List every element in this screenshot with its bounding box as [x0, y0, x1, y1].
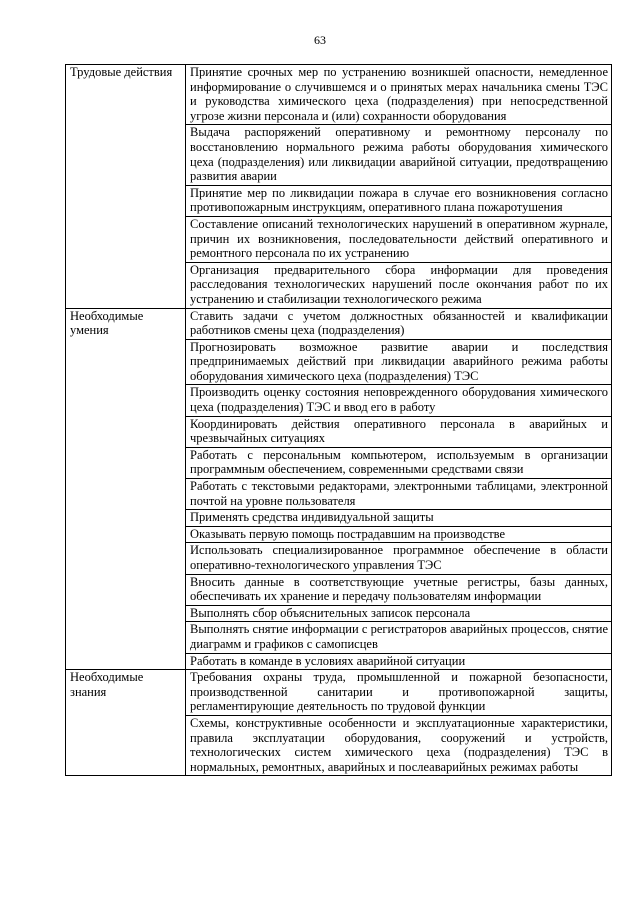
table-cell: Работать с персональным компьютером, используемым в организации программным обеспечением, современными средствами связи: [186, 447, 612, 478]
labor-function-table: [65, 64, 612, 776]
table-cell: Вносить данные в соответствующие учетные регистры, базы данных, обеспечивать их хранение и передачу пользователям информации: [186, 574, 612, 605]
table-cell: Организация предварительного сбора информации для проведения расследования технологических нарушений после окончания работ по их устранению и стабилизации технологического режима: [186, 262, 612, 308]
table-cell: Использовать специализированное программное обеспечение в области оперативно-технологического управления ТЭС: [186, 543, 612, 574]
table-row: [66, 308, 612, 339]
table-cell: Требования охраны труда, промышленной и пожарной безопасности, производственной санитарии и противопожарной защиты, регламентирующие деятельность по трудовой функции: [186, 670, 612, 716]
table-cell: Схемы, конструктивные особенности и эксплуатационные характеристики, правила эксплуатации оборудования, сооружений и устройств, технологических систем химического цеха (подразделения) ТЭС в нормальных, ремонтных, аварийных и послеаварийных режимах работы: [186, 715, 612, 775]
section-label-required-skills: Необходимые умения: [66, 308, 186, 670]
table-row: [66, 65, 612, 125]
table-cell: Принятие мер по ликвидации пожара в случае его возникновения согласно противопожарным инструкциям, оперативного плана пожаротушения: [186, 185, 612, 216]
page-number: 63: [314, 33, 326, 47]
table-cell: Выполнять сбор объяснительных записок персонала: [186, 605, 612, 622]
table-cell: Составление описаний технологических нарушений в оперативном журнале, причин их возникновения, последовательности действий оперативного и ремонтного персонала по их устранению: [186, 216, 612, 262]
table-cell: Ставить задачи с учетом должностных обязанностей и квалификации работников смены цеха (подразделения): [186, 308, 612, 339]
table-cell: Применять средства индивидуальной защиты: [186, 510, 612, 527]
table-cell: Работать с текстовыми редакторами, электронными таблицами, электронной почтой на уровне пользователя: [186, 479, 612, 510]
table-cell: Работать в команде в условиях аварийной ситуации: [186, 653, 612, 670]
table-cell: Принятие срочных мер по устранению возникшей опасности, немедленное информирование о случившемся и о принятых мерах начальника смены ТЭС и руководства химического цеха (подразделения) при непосредственной угрозе жизни персонала и (или) сохранности оборудования: [186, 65, 612, 125]
table-cell: Производить оценку состояния неповрежденного оборудования химического цеха (подразделения) ТЭС и ввод его в работу: [186, 385, 612, 416]
table-cell: Прогнозировать возможное развитие аварии и последствия предпринимаемых действий при ликвидации аварийного режима работы оборудования химического цеха (подразделения) ТЭС: [186, 339, 612, 385]
table-cell: Оказывать первую помощь пострадавшим на производстве: [186, 526, 612, 543]
section-label-labor-actions: Трудовые действия: [66, 65, 186, 309]
table-row: [66, 670, 612, 716]
table-cell: Выполнять снятие информации с регистраторов аварийных процессов, снятие диаграмм и графиков с самописцев: [186, 622, 612, 653]
table-cell: Выдача распоряжений оперативному и ремонтному персоналу по восстановлению нормального режима работы оборудования химического цеха (подразделения) или ликвидации аварийной ситуации, предотвращению развития аварии: [186, 125, 612, 185]
table-cell: Координировать действия оперативного персонала в аварийных и чрезвычайных ситуациях: [186, 416, 612, 447]
section-label-required-knowledge: Необходимые знания: [66, 670, 186, 776]
